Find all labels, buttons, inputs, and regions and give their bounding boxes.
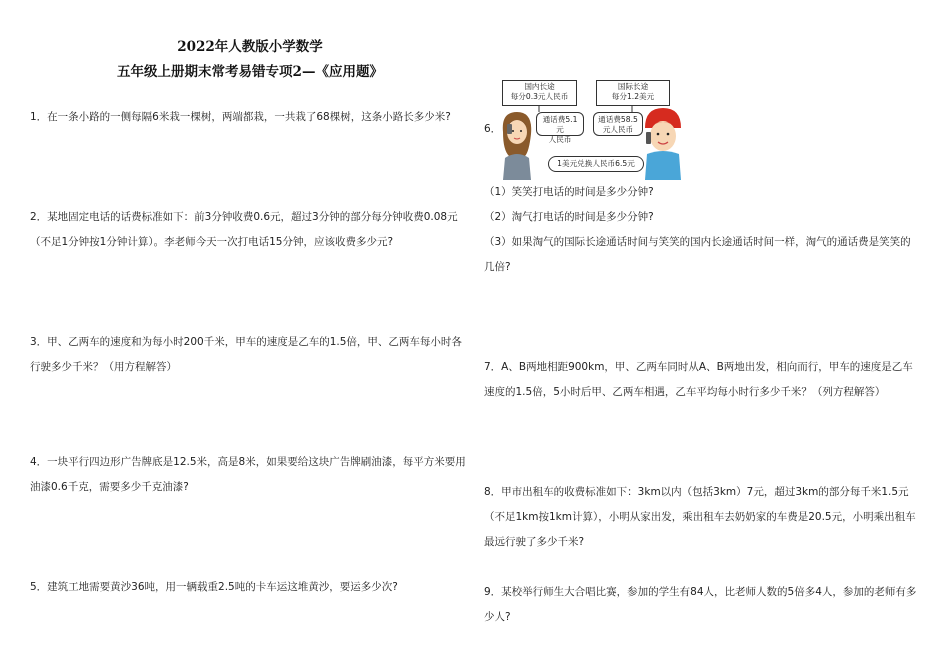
exchange-rate-bubble [548,156,644,172]
question-1: 1．在一条小路的一侧每隔6米栽一棵树，两端都栽，一共栽了68棵树，这条小路长多少米? [30,111,451,123]
question-8: 8．甲市出租车的收费标准如下：3km以内（包括3km）7元，超过3km的部分每千米1.5元（不足1km按1km计算），小明从家出发，乘出租车去奶奶家的车费是20.5元，小明乘出租车最远行驶了多少千米? [484,486,916,548]
domestic-rate-sign-line2: 每分0.3元人民币 [510,92,569,101]
domestic-rate-sign-line1: 国内长途 [524,82,555,91]
question-7: 7．A、B两地相距900km，甲、乙两车同时从A、B两地出发，相向而行，甲车的速度是乙车速度的1.5倍，5小时后甲、乙两车相遇，乙车平均每小时行多少千米？（列方程解答） [484,361,913,398]
page-title-line1: 2022年人教版小学数学 [177,39,323,55]
question-6-number: 6． [484,123,502,135]
girl-speech-line1: 通话费5.1元 [542,115,578,134]
boy-figure-icon [645,108,681,180]
question-5: 5．建筑工地需要黄沙36吨，用一辆载重2.5吨的卡车运这堆黄沙，要运多少次? [30,581,398,593]
boy-speech-bubble [593,112,643,136]
international-rate-sign-line2: 每分1.2美元 [611,92,655,101]
question-2: 2．某地固定电话的话费标准如下：前3分钟收费0.6元，超过3分钟的部分每分钟收费0.08元（不足1分钟按1分钟计算）。李老师今天一次打电话15分钟，应该收费多少元? [30,211,458,248]
boy-speech-line2: 元人民币 [602,125,634,134]
girl-speech-bubble [536,112,584,144]
girl-speech-line2: 人民币 [548,135,572,144]
question-4: 4．一块平行四边形广告牌底是12.5米，高是8米，如果要给这块广告牌刷油漆，每平方米要用油漆0.6千克，需要多少千克油漆? [30,456,466,493]
boy-speech-line1: 通话费58.5 [598,115,638,124]
question-9: 9．某校举行师生大合唱比赛，参加的学生有84人，比老师人数的5倍多4人，参加的老师有多少人? [484,586,917,623]
exchange-rate-text: 1美元兑换人民币6.5元 [557,159,635,168]
question-6-part-2: （2）淘气打电话的时间是多少分钟? [484,211,654,223]
question-3: 3．甲、乙两车的速度和为每小时200千米，甲车的速度是乙车的1.5倍，甲、乙两车每小时各行驶多少千米？（用方程解答） [30,336,462,373]
international-rate-sign-line1: 国际长途 [617,82,649,91]
question-6-part-3: （3）如果淘气的国际长途通话时间与笑笑的国内长途通话时间一样，淘气的通话费是笑笑的几倍? [484,236,911,273]
question-6-part-1: （1）笑笑打电话的时间是多少分钟? [484,186,654,198]
girl-figure-icon [503,112,531,180]
page-title-line2: 五年级上册期末常考易错专项2—《应用题》 [117,64,383,80]
